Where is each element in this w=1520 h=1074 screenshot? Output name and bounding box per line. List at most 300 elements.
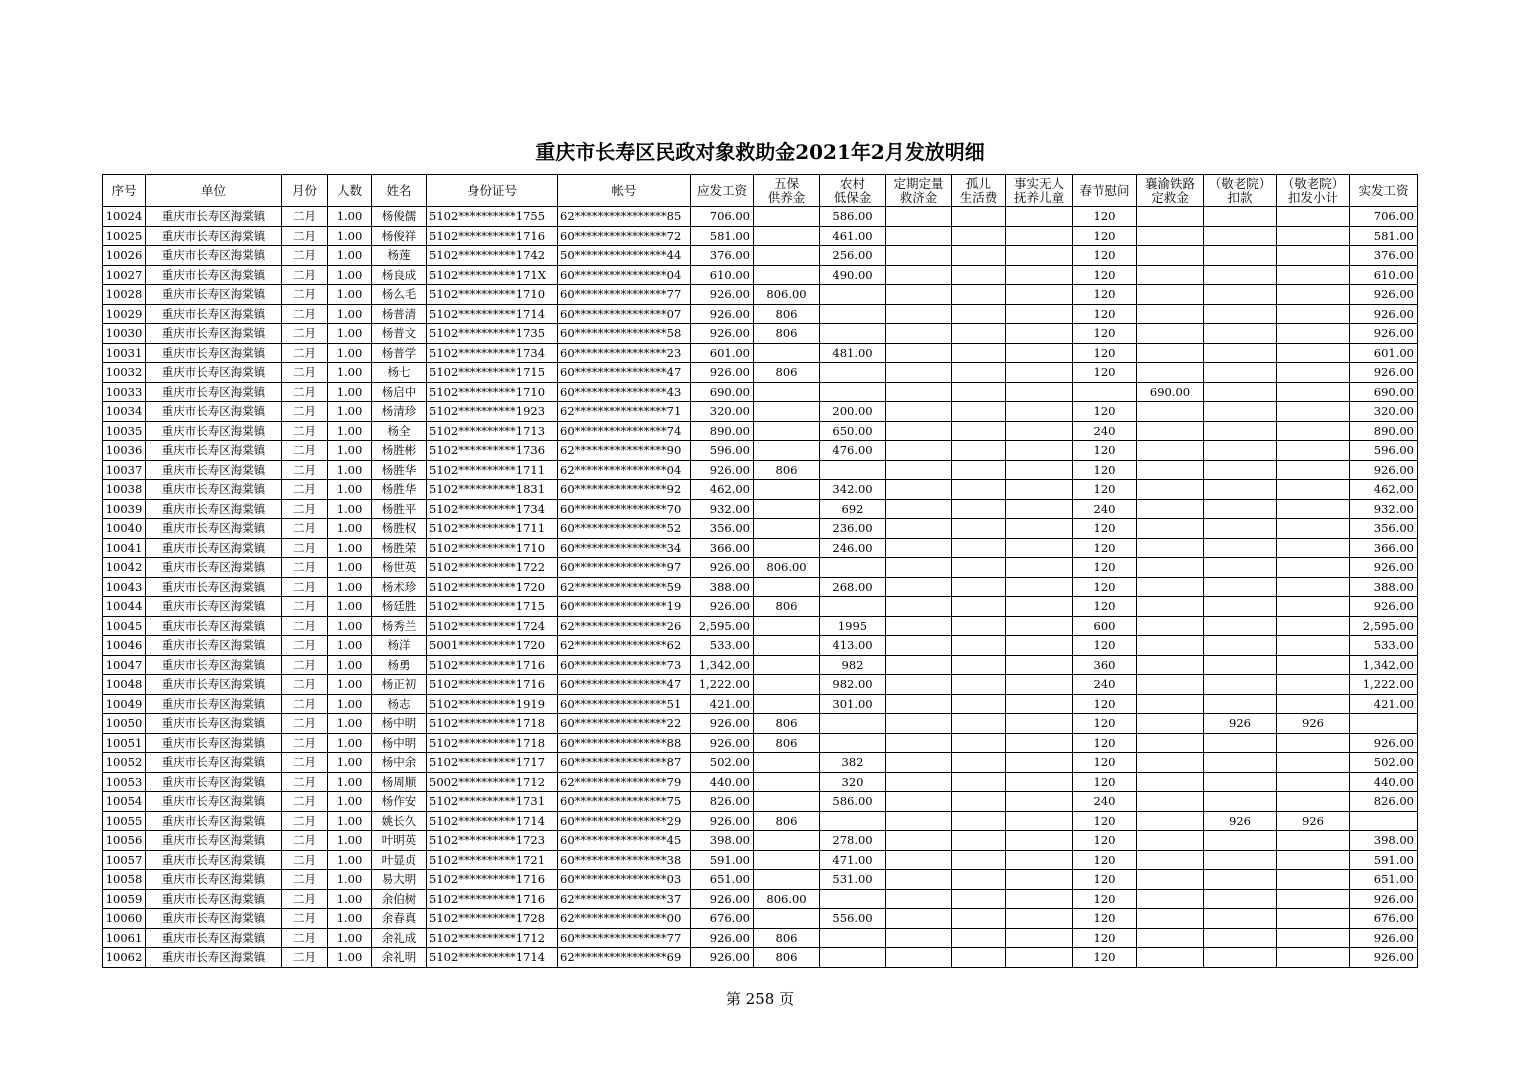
table-cell: 二月 [282, 948, 328, 968]
table-cell [952, 655, 1006, 675]
table-cell [1006, 441, 1073, 461]
table-cell: 重庆市长寿区海棠镇 [146, 675, 282, 695]
table-cell: 10035 [103, 421, 146, 441]
table-cell: 重庆市长寿区海棠镇 [146, 382, 282, 402]
table-cell: 重庆市长寿区海棠镇 [146, 577, 282, 597]
table-cell [754, 909, 820, 929]
column-header [1006, 175, 1073, 207]
table-row [103, 538, 1418, 558]
table-cell: 二月 [282, 753, 328, 773]
table-cell: 10045 [103, 616, 146, 636]
table-cell: 926.00 [691, 948, 754, 968]
table-cell: 60****************88 [558, 733, 691, 753]
table-cell [754, 694, 820, 714]
table-cell: 706.00 [1350, 207, 1418, 227]
table-cell: 10036 [103, 441, 146, 461]
table-cell [952, 928, 1006, 948]
table-cell: 360 [1073, 655, 1137, 675]
table-row [103, 304, 1418, 324]
table-cell [952, 324, 1006, 344]
table-cell: 余礼明 [372, 948, 427, 968]
table-cell [1277, 753, 1350, 773]
table-cell [1277, 577, 1350, 597]
column-header [328, 175, 372, 207]
table-cell: 591.00 [691, 850, 754, 870]
table-cell: 10049 [103, 694, 146, 714]
header-row [103, 175, 1418, 207]
table-cell [1137, 265, 1204, 285]
table-cell [886, 733, 952, 753]
table-cell: 982.00 [820, 675, 886, 695]
table-cell [952, 948, 1006, 968]
table-cell: 重庆市长寿区海棠镇 [146, 246, 282, 266]
table-cell: 1,342.00 [691, 655, 754, 675]
table-cell [754, 207, 820, 227]
table-cell: 1.00 [328, 694, 372, 714]
table-cell: 5102**********1720 [427, 577, 558, 597]
table-cell: 杨俊儒 [372, 207, 427, 227]
table-cell: 120 [1073, 480, 1137, 500]
table-cell: 926.00 [1350, 928, 1418, 948]
table-cell: 1.00 [328, 558, 372, 578]
table-row [103, 792, 1418, 812]
table-cell: 5102**********1731 [427, 792, 558, 812]
table-cell: 二月 [282, 538, 328, 558]
table-cell [820, 324, 886, 344]
table-row [103, 499, 1418, 519]
table-row [103, 655, 1418, 675]
table-cell: 651.00 [691, 870, 754, 890]
table-cell: 二月 [282, 402, 328, 422]
table-cell: 5102**********1718 [427, 714, 558, 734]
table-cell: 62****************62 [558, 636, 691, 656]
table-cell: 1.00 [328, 675, 372, 695]
table-cell: 806.00 [754, 889, 820, 909]
table-cell: 240 [1073, 499, 1137, 519]
table-cell [1277, 870, 1350, 890]
table-cell: 806 [754, 948, 820, 968]
table-cell: 10033 [103, 382, 146, 402]
table-cell: 10042 [103, 558, 146, 578]
table-row [103, 870, 1418, 890]
table-cell [886, 558, 952, 578]
table-row [103, 909, 1418, 929]
table-cell: 5102**********1714 [427, 304, 558, 324]
table-cell: 926.00 [691, 558, 754, 578]
table-cell: 5102**********1716 [427, 675, 558, 695]
table-cell: 10051 [103, 733, 146, 753]
table-cell: 806 [754, 460, 820, 480]
table-cell: 杨么毛 [372, 285, 427, 305]
table-cell: 462.00 [691, 480, 754, 500]
table-cell [1204, 207, 1277, 227]
table-cell: 926.00 [691, 714, 754, 734]
table-cell: 重庆市长寿区海棠镇 [146, 304, 282, 324]
table-cell: 62****************69 [558, 948, 691, 968]
table-cell: 1.00 [328, 343, 372, 363]
table-cell: 926.00 [1350, 285, 1418, 305]
table-cell [1137, 831, 1204, 851]
table-cell: 120 [1073, 753, 1137, 773]
column-header-line: （敬老院） [1208, 175, 1272, 191]
table-cell [886, 363, 952, 383]
table-cell [1006, 265, 1073, 285]
table-cell [1277, 285, 1350, 305]
table-cell [1204, 441, 1277, 461]
table-cell: 二月 [282, 636, 328, 656]
table-cell [1277, 343, 1350, 363]
table-cell: 5102**********1711 [427, 460, 558, 480]
table-cell: 杨胜彬 [372, 441, 427, 461]
table-cell: 二月 [282, 441, 328, 461]
table-cell [886, 636, 952, 656]
table-cell: 342.00 [820, 480, 886, 500]
table-cell: 易大明 [372, 870, 427, 890]
table-cell: 二月 [282, 772, 328, 792]
table-cell: 杨七 [372, 363, 427, 383]
table-cell [1006, 538, 1073, 558]
table-row [103, 733, 1418, 753]
table-cell: 5102**********1923 [427, 402, 558, 422]
table-cell [754, 831, 820, 851]
table-cell: 926 [1277, 714, 1350, 734]
table-cell [1006, 285, 1073, 305]
table-cell [1137, 928, 1204, 948]
table-cell [952, 499, 1006, 519]
table-cell [886, 207, 952, 227]
table-cell: 60****************38 [558, 850, 691, 870]
table-cell [1137, 480, 1204, 500]
table-cell: 重庆市长寿区海棠镇 [146, 519, 282, 539]
table-cell [1006, 655, 1073, 675]
table-cell [886, 265, 952, 285]
table-cell [1137, 870, 1204, 890]
table-cell: 二月 [282, 304, 328, 324]
table-cell: 二月 [282, 675, 328, 695]
table-cell [1006, 909, 1073, 929]
table-cell: 10038 [103, 480, 146, 500]
table-cell: 440.00 [1350, 772, 1418, 792]
table-cell: 366.00 [1350, 538, 1418, 558]
table-cell: 余礼成 [372, 928, 427, 948]
table-cell [820, 889, 886, 909]
table-cell: 杨莲 [372, 246, 427, 266]
table-cell: 586.00 [820, 792, 886, 812]
table-cell: 301.00 [820, 694, 886, 714]
table-cell: 二月 [282, 597, 328, 617]
table-cell [1006, 928, 1073, 948]
table-cell [1204, 519, 1277, 539]
table-cell [886, 538, 952, 558]
column-header [372, 175, 427, 207]
table-cell: 120 [1073, 558, 1137, 578]
table-cell [1137, 577, 1204, 597]
table-cell [1006, 402, 1073, 422]
table-cell [1006, 850, 1073, 870]
table-cell [1137, 889, 1204, 909]
table-cell [952, 792, 1006, 812]
table-cell: 120 [1073, 246, 1137, 266]
table-cell: 502.00 [691, 753, 754, 773]
table-cell: 556.00 [820, 909, 886, 929]
table-cell: 806 [754, 811, 820, 831]
table-row [103, 324, 1418, 344]
table-cell [952, 207, 1006, 227]
table-cell [754, 265, 820, 285]
table-cell: 1.00 [328, 811, 372, 831]
table-cell [754, 792, 820, 812]
table-cell [1277, 246, 1350, 266]
table-row [103, 460, 1418, 480]
table-cell [952, 402, 1006, 422]
table-cell: 二月 [282, 694, 328, 714]
table-row [103, 831, 1418, 851]
table-cell [1006, 558, 1073, 578]
table-cell [1204, 753, 1277, 773]
table-cell: 重庆市长寿区海棠镇 [146, 421, 282, 441]
table-cell [1137, 460, 1204, 480]
column-header [1204, 175, 1277, 207]
table-cell [1277, 363, 1350, 383]
table-row [103, 265, 1418, 285]
table-cell: 60****************04 [558, 265, 691, 285]
table-cell: 651.00 [1350, 870, 1418, 890]
table-cell: 60****************87 [558, 753, 691, 773]
table-cell [1204, 655, 1277, 675]
table-cell: 60****************92 [558, 480, 691, 500]
table-cell [1277, 265, 1350, 285]
table-cell: 440.00 [691, 772, 754, 792]
table-cell: 62****************26 [558, 616, 691, 636]
table-cell: 120 [1073, 207, 1137, 227]
column-header-line: 实发工资 [1358, 182, 1409, 198]
table-cell [1204, 382, 1277, 402]
column-header-line: 扣款 [1227, 189, 1253, 205]
table-cell [952, 850, 1006, 870]
table-cell: 50****************44 [558, 246, 691, 266]
table-cell: 60****************77 [558, 928, 691, 948]
table-cell: 二月 [282, 792, 328, 812]
table-cell: 806 [754, 363, 820, 383]
table-cell: 481.00 [820, 343, 886, 363]
table-cell [1277, 480, 1350, 500]
table-cell [1006, 772, 1073, 792]
table-cell: 5102**********1728 [427, 909, 558, 929]
table-cell [1277, 850, 1350, 870]
table-cell: 杨正初 [372, 675, 427, 695]
table-cell [1204, 363, 1277, 383]
table-cell: 杨清珍 [372, 402, 427, 422]
table-cell: 382 [820, 753, 886, 773]
table-cell: 1,222.00 [691, 675, 754, 695]
table-cell [886, 811, 952, 831]
table-cell: 806 [754, 714, 820, 734]
table-cell: 586.00 [820, 207, 886, 227]
column-header-line: 农村 [839, 175, 865, 191]
table-cell: 重庆市长寿区海棠镇 [146, 460, 282, 480]
table-cell [820, 928, 886, 948]
table-cell: 806.00 [754, 285, 820, 305]
table-cell: 826.00 [1350, 792, 1418, 812]
table-cell [886, 421, 952, 441]
table-cell: 1.00 [328, 889, 372, 909]
table-cell: 杨胜华 [372, 480, 427, 500]
table-cell: 二月 [282, 265, 328, 285]
column-header-line: 定期定量 [893, 175, 944, 191]
table-cell [820, 811, 886, 831]
table-cell: 581.00 [691, 226, 754, 246]
table-cell: 461.00 [820, 226, 886, 246]
table-cell [1137, 207, 1204, 227]
table-cell: 421.00 [1350, 694, 1418, 714]
table-cell [754, 441, 820, 461]
column-header [103, 175, 146, 207]
table-cell [1006, 460, 1073, 480]
table-row [103, 928, 1418, 948]
table-cell: 60****************58 [558, 324, 691, 344]
table-cell: 120 [1073, 577, 1137, 597]
table-cell [886, 226, 952, 246]
table-cell: 120 [1073, 948, 1137, 968]
table-cell: 1.00 [328, 792, 372, 812]
table-cell: 278.00 [820, 831, 886, 851]
table-cell: 重庆市长寿区海棠镇 [146, 265, 282, 285]
column-header [886, 175, 952, 207]
column-header [1350, 175, 1418, 207]
table-cell: 10040 [103, 519, 146, 539]
table-cell [1137, 772, 1204, 792]
table-cell: 10060 [103, 909, 146, 929]
table-cell [1006, 382, 1073, 402]
table-cell [1277, 207, 1350, 227]
table-cell: 10057 [103, 850, 146, 870]
table-cell: 1.00 [328, 441, 372, 461]
table-cell: 杨廷胜 [372, 597, 427, 617]
table-cell: 二月 [282, 324, 328, 344]
table-cell: 10032 [103, 363, 146, 383]
table-cell [1137, 402, 1204, 422]
table-cell: 60****************52 [558, 519, 691, 539]
table-cell: 重庆市长寿区海棠镇 [146, 753, 282, 773]
table-cell: 5102**********1735 [427, 324, 558, 344]
table-cell: 926.00 [691, 889, 754, 909]
table-cell: 356.00 [691, 519, 754, 539]
table-cell [1350, 811, 1418, 831]
table-cell: 二月 [282, 577, 328, 597]
table-cell: 926.00 [1350, 363, 1418, 383]
table-cell [820, 597, 886, 617]
table-cell [754, 616, 820, 636]
table-cell [1006, 889, 1073, 909]
table-cell: 256.00 [820, 246, 886, 266]
column-header-line: 生活费 [959, 189, 998, 205]
table-cell [886, 616, 952, 636]
table-cell: 120 [1073, 850, 1137, 870]
table-cell: 5102**********1713 [427, 421, 558, 441]
table-cell [1204, 889, 1277, 909]
table-cell: 5102**********1742 [427, 246, 558, 266]
table-cell [952, 460, 1006, 480]
table-cell: 二月 [282, 421, 328, 441]
table-cell: 杨俊祥 [372, 226, 427, 246]
table-cell: 10047 [103, 655, 146, 675]
table-cell: 5102**********1711 [427, 519, 558, 539]
table-cell [1006, 753, 1073, 773]
table-cell: 120 [1073, 285, 1137, 305]
table-row [103, 753, 1418, 773]
table-cell: 10062 [103, 948, 146, 968]
table-cell [1204, 694, 1277, 714]
table-cell: 690.00 [1350, 382, 1418, 402]
table-cell: 1995 [820, 616, 886, 636]
table-cell: 926.00 [691, 597, 754, 617]
column-header-line: 月份 [291, 182, 317, 198]
table-cell [886, 343, 952, 363]
table-cell: 重庆市长寿区海棠镇 [146, 538, 282, 558]
column-header [427, 175, 558, 207]
table-cell [1137, 694, 1204, 714]
table-cell: 533.00 [1350, 636, 1418, 656]
column-header [820, 175, 886, 207]
table-cell [1137, 733, 1204, 753]
table-cell [952, 226, 1006, 246]
table-cell [886, 948, 952, 968]
column-header-line: 扣发小计 [1287, 189, 1338, 205]
table-cell: 余春真 [372, 909, 427, 929]
table-cell: 重庆市长寿区海棠镇 [146, 441, 282, 461]
table-cell [1204, 246, 1277, 266]
table-cell: 1.00 [328, 226, 372, 246]
table-cell: 10031 [103, 343, 146, 363]
table-cell [952, 616, 1006, 636]
table-cell: 5102**********1736 [427, 441, 558, 461]
column-header-line: 供养金 [767, 189, 806, 205]
column-header [1277, 175, 1350, 207]
table-cell [1073, 382, 1137, 402]
table-cell: 重庆市长寿区海棠镇 [146, 928, 282, 948]
table-cell: 1,222.00 [1350, 675, 1418, 695]
table-cell: 5102**********1721 [427, 850, 558, 870]
table-cell [1006, 577, 1073, 597]
table-cell: 120 [1073, 889, 1137, 909]
table-cell [1006, 714, 1073, 734]
table-cell: 二月 [282, 616, 328, 636]
table-cell: 60****************34 [558, 538, 691, 558]
column-header-line: 襄渝铁路 [1144, 175, 1195, 191]
table-cell: 926.00 [1350, 558, 1418, 578]
table-cell: 重庆市长寿区海棠镇 [146, 597, 282, 617]
table-cell: 重庆市长寿区海棠镇 [146, 714, 282, 734]
table-row [103, 402, 1418, 422]
table-cell [952, 285, 1006, 305]
table-cell [886, 694, 952, 714]
table-cell: 杨中明 [372, 714, 427, 734]
table-cell [1204, 304, 1277, 324]
table-cell: 重庆市长寿区海棠镇 [146, 636, 282, 656]
column-header-line: 身份证号 [466, 182, 517, 198]
table-cell: 60****************72 [558, 226, 691, 246]
table-cell: 重庆市长寿区海棠镇 [146, 850, 282, 870]
table-cell: 1.00 [328, 616, 372, 636]
table-cell: 120 [1073, 519, 1137, 539]
table-cell: 叶明英 [372, 831, 427, 851]
table-cell: 杨启中 [372, 382, 427, 402]
table-row [103, 382, 1418, 402]
table-cell [886, 753, 952, 773]
table-cell: 二月 [282, 519, 328, 539]
table-cell [1277, 655, 1350, 675]
table-cell: 120 [1073, 597, 1137, 617]
